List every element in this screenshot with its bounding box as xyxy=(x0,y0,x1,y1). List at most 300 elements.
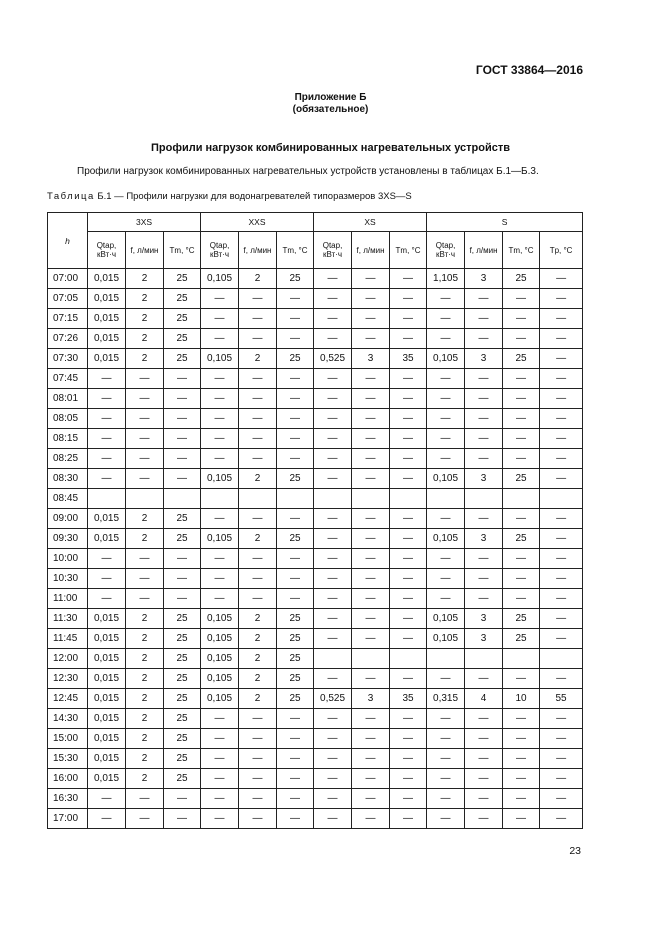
time-cell: 09:00 xyxy=(48,509,88,529)
value-cell: — xyxy=(427,669,465,689)
value-cell: 0,015 xyxy=(88,529,126,549)
value-cell: 2 xyxy=(239,629,277,649)
value-cell: — xyxy=(88,429,126,449)
value-cell: 25 xyxy=(164,669,201,689)
value-cell: — xyxy=(239,369,277,389)
value-cell: — xyxy=(352,409,390,429)
value-cell xyxy=(390,649,427,669)
value-cell: — xyxy=(427,329,465,349)
table-caption-text: Б.1 — Профили нагрузки для водонагревателей типоразмеров 3XS—S xyxy=(94,191,412,202)
value-cell: — xyxy=(201,289,239,309)
value-cell: — xyxy=(390,569,427,589)
value-cell: 25 xyxy=(503,269,540,289)
value-cell: — xyxy=(126,449,164,469)
value-cell: — xyxy=(239,449,277,469)
value-cell: — xyxy=(465,329,503,349)
value-cell: 25 xyxy=(503,609,540,629)
value-cell: — xyxy=(201,749,239,769)
time-cell: 08:01 xyxy=(48,389,88,409)
value-cell: 2 xyxy=(239,669,277,689)
value-cell: — xyxy=(164,469,201,489)
value-cell: — xyxy=(314,729,352,749)
value-cell: — xyxy=(239,569,277,589)
value-cell: — xyxy=(390,289,427,309)
value-cell: — xyxy=(540,329,583,349)
value-cell: — xyxy=(314,409,352,429)
value-cell: 2 xyxy=(126,649,164,669)
intro-paragraph: Профили нагрузок комбинированных нагревательных устройств установлены в таблицах Б.1—Б.3. xyxy=(77,166,539,177)
value-cell: — xyxy=(427,449,465,469)
value-cell: — xyxy=(277,289,314,309)
value-cell: — xyxy=(352,749,390,769)
value-cell: 0,015 xyxy=(88,669,126,689)
value-cell: 25 xyxy=(277,649,314,669)
value-cell: — xyxy=(88,569,126,589)
value-cell: 2 xyxy=(239,469,277,489)
group-header: XS xyxy=(314,213,427,232)
value-cell: — xyxy=(503,569,540,589)
value-cell: — xyxy=(540,709,583,729)
value-cell: — xyxy=(126,789,164,809)
value-cell: — xyxy=(465,449,503,469)
value-cell: — xyxy=(277,429,314,449)
value-cell: — xyxy=(88,389,126,409)
value-cell: 25 xyxy=(277,609,314,629)
value-cell: — xyxy=(390,509,427,529)
value-cell: 0,015 xyxy=(88,629,126,649)
value-cell: 25 xyxy=(503,349,540,369)
time-cell: 08:15 xyxy=(48,429,88,449)
value-cell: 35 xyxy=(390,689,427,709)
value-cell: — xyxy=(126,589,164,609)
value-cell: — xyxy=(201,509,239,529)
value-cell: — xyxy=(465,309,503,329)
load-profile-table xyxy=(47,212,583,829)
row-header-cell: h xyxy=(48,213,88,269)
value-cell: — xyxy=(314,749,352,769)
value-cell: 2 xyxy=(126,329,164,349)
value-cell: 2 xyxy=(239,269,277,289)
value-cell: — xyxy=(164,809,201,829)
value-cell: — xyxy=(503,789,540,809)
value-cell: — xyxy=(126,549,164,569)
value-cell: — xyxy=(390,729,427,749)
value-cell: 0,015 xyxy=(88,509,126,529)
value-cell: — xyxy=(88,789,126,809)
value-cell: 2 xyxy=(126,289,164,309)
value-cell: 0,105 xyxy=(201,609,239,629)
table-caption-label: Таблица xyxy=(47,191,95,202)
value-cell: — xyxy=(540,509,583,529)
value-cell: 25 xyxy=(164,689,201,709)
value-cell: — xyxy=(352,549,390,569)
value-cell: — xyxy=(201,569,239,589)
value-cell: 4 xyxy=(465,689,503,709)
value-cell: — xyxy=(352,629,390,649)
value-cell: 2 xyxy=(126,769,164,789)
value-cell: 10 xyxy=(503,689,540,709)
value-cell: — xyxy=(427,429,465,449)
value-cell: — xyxy=(390,409,427,429)
value-cell: 25 xyxy=(164,649,201,669)
value-cell: — xyxy=(239,389,277,409)
value-cell: 25 xyxy=(164,729,201,749)
value-cell: — xyxy=(540,569,583,589)
time-cell: 11:00 xyxy=(48,589,88,609)
value-cell: — xyxy=(390,609,427,629)
value-cell: — xyxy=(277,809,314,829)
value-cell: — xyxy=(427,389,465,409)
value-cell: 25 xyxy=(503,529,540,549)
value-cell: 25 xyxy=(164,329,201,349)
column-header: Tm, °C xyxy=(503,232,540,269)
value-cell xyxy=(503,489,540,509)
group-header: 3XS xyxy=(88,213,201,232)
value-cell: — xyxy=(88,809,126,829)
column-header: f, л/мин xyxy=(465,232,503,269)
value-cell: 2 xyxy=(126,709,164,729)
value-cell: — xyxy=(352,729,390,749)
value-cell: — xyxy=(390,549,427,569)
value-cell: — xyxy=(352,269,390,289)
value-cell xyxy=(465,649,503,669)
value-cell: — xyxy=(465,589,503,609)
value-cell: — xyxy=(390,449,427,469)
value-cell: 25 xyxy=(277,689,314,709)
value-cell: — xyxy=(427,309,465,329)
value-cell: — xyxy=(314,709,352,729)
value-cell: 3 xyxy=(465,629,503,649)
value-cell: 25 xyxy=(164,629,201,649)
value-cell: 0,015 xyxy=(88,349,126,369)
column-header: f, л/мин xyxy=(239,232,277,269)
value-cell: — xyxy=(277,389,314,409)
value-cell: — xyxy=(239,809,277,829)
time-cell: 10:30 xyxy=(48,569,88,589)
table-body xyxy=(48,269,583,829)
table-row xyxy=(48,469,583,489)
time-cell: 07:05 xyxy=(48,289,88,309)
value-cell: 0,105 xyxy=(427,609,465,629)
value-cell: — xyxy=(352,389,390,409)
value-cell: 0,015 xyxy=(88,309,126,329)
value-cell: 2 xyxy=(239,349,277,369)
value-cell: — xyxy=(164,389,201,409)
value-cell: — xyxy=(465,569,503,589)
value-cell: 2 xyxy=(126,529,164,549)
value-cell: — xyxy=(465,289,503,309)
value-cell: 0,105 xyxy=(427,349,465,369)
value-cell: — xyxy=(352,509,390,529)
value-cell: — xyxy=(314,509,352,529)
value-cell: — xyxy=(427,789,465,809)
value-cell: — xyxy=(390,669,427,689)
table-row xyxy=(48,329,583,349)
value-cell: — xyxy=(427,369,465,389)
time-cell: 16:30 xyxy=(48,789,88,809)
value-cell: — xyxy=(503,749,540,769)
table-row xyxy=(48,409,583,429)
value-cell: — xyxy=(314,769,352,789)
value-cell: — xyxy=(503,409,540,429)
value-cell: — xyxy=(352,429,390,449)
value-cell: — xyxy=(126,569,164,589)
value-cell: — xyxy=(465,709,503,729)
value-cell: — xyxy=(427,769,465,789)
value-cell: 3 xyxy=(465,469,503,489)
time-cell: 16:00 xyxy=(48,769,88,789)
time-cell: 07:30 xyxy=(48,349,88,369)
value-cell: — xyxy=(352,809,390,829)
value-cell: — xyxy=(126,369,164,389)
table-caption xyxy=(47,191,412,202)
value-cell: — xyxy=(277,309,314,329)
time-cell: 17:00 xyxy=(48,809,88,829)
table-row xyxy=(48,389,583,409)
value-cell xyxy=(427,649,465,669)
value-cell: — xyxy=(201,769,239,789)
value-cell: — xyxy=(277,509,314,529)
value-cell: — xyxy=(314,569,352,589)
value-cell: — xyxy=(164,449,201,469)
value-cell: — xyxy=(88,369,126,389)
value-cell: — xyxy=(465,749,503,769)
table-row xyxy=(48,369,583,389)
value-cell: 0,105 xyxy=(201,349,239,369)
value-cell: — xyxy=(540,349,583,369)
value-cell: — xyxy=(239,309,277,329)
value-cell: — xyxy=(427,729,465,749)
value-cell: — xyxy=(352,609,390,629)
time-cell: 08:25 xyxy=(48,449,88,469)
value-cell: 25 xyxy=(277,469,314,489)
value-cell: 0,315 xyxy=(427,689,465,709)
value-cell: — xyxy=(427,589,465,609)
value-cell: — xyxy=(239,749,277,769)
value-cell: 25 xyxy=(164,709,201,729)
value-cell: — xyxy=(465,509,503,529)
value-cell: — xyxy=(390,589,427,609)
value-cell: 0,015 xyxy=(88,769,126,789)
value-cell: — xyxy=(314,269,352,289)
value-cell: — xyxy=(503,329,540,349)
table-row xyxy=(48,649,583,669)
value-cell xyxy=(352,649,390,669)
annex-title: Приложение Б xyxy=(294,92,367,103)
value-cell: — xyxy=(503,729,540,749)
value-cell: 0,105 xyxy=(427,629,465,649)
value-cell: — xyxy=(314,429,352,449)
value-cell: — xyxy=(390,429,427,449)
value-cell: — xyxy=(126,389,164,409)
time-cell: 12:00 xyxy=(48,649,88,669)
value-cell: 25 xyxy=(277,529,314,549)
value-cell: — xyxy=(465,729,503,749)
value-cell: — xyxy=(503,389,540,409)
value-cell: — xyxy=(503,449,540,469)
time-cell: 07:26 xyxy=(48,329,88,349)
value-cell: — xyxy=(540,269,583,289)
value-cell xyxy=(239,489,277,509)
value-cell: — xyxy=(314,469,352,489)
value-cell: 0,105 xyxy=(427,469,465,489)
value-cell xyxy=(390,489,427,509)
value-cell: — xyxy=(314,449,352,469)
value-cell: — xyxy=(503,709,540,729)
value-cell: 2 xyxy=(126,269,164,289)
value-cell: 1,105 xyxy=(427,269,465,289)
value-cell: — xyxy=(465,809,503,829)
value-cell: 25 xyxy=(164,509,201,529)
time-cell: 07:15 xyxy=(48,309,88,329)
value-cell: 25 xyxy=(503,629,540,649)
value-cell: — xyxy=(201,429,239,449)
value-cell: — xyxy=(503,809,540,829)
annex-heading xyxy=(0,92,661,116)
value-cell: — xyxy=(164,369,201,389)
value-cell: — xyxy=(314,529,352,549)
value-cell: 35 xyxy=(390,349,427,369)
value-cell: 25 xyxy=(503,469,540,489)
value-cell: 0,105 xyxy=(201,269,239,289)
table-row xyxy=(48,309,583,329)
column-header: f, л/мин xyxy=(126,232,164,269)
value-cell: — xyxy=(503,769,540,789)
time-cell: 12:45 xyxy=(48,689,88,709)
value-cell: — xyxy=(201,549,239,569)
table-row xyxy=(48,349,583,369)
time-cell: 12:30 xyxy=(48,669,88,689)
value-cell: — xyxy=(164,409,201,429)
value-cell: — xyxy=(427,409,465,429)
value-cell: — xyxy=(390,369,427,389)
time-cell: 09:30 xyxy=(48,529,88,549)
time-cell: 11:30 xyxy=(48,609,88,629)
value-cell: — xyxy=(277,409,314,429)
value-cell: — xyxy=(352,569,390,589)
table-row xyxy=(48,749,583,769)
value-cell: — xyxy=(540,669,583,689)
value-cell: — xyxy=(164,589,201,609)
value-cell: 3 xyxy=(465,269,503,289)
value-cell: — xyxy=(277,569,314,589)
annex-status: (обязательное) xyxy=(292,104,369,115)
value-cell: 2 xyxy=(126,729,164,749)
value-cell: — xyxy=(126,429,164,449)
column-header: Qtap, кВт·ч xyxy=(427,232,465,269)
value-cell: — xyxy=(503,669,540,689)
value-cell: — xyxy=(503,429,540,449)
value-cell: — xyxy=(540,409,583,429)
value-cell: 2 xyxy=(239,529,277,549)
value-cell: — xyxy=(277,549,314,569)
value-cell: — xyxy=(540,609,583,629)
value-cell: 3 xyxy=(352,689,390,709)
table-row xyxy=(48,569,583,589)
value-cell: 0,015 xyxy=(88,689,126,709)
section-title: Профили нагрузок комбинированных нагревательных устройств xyxy=(150,142,511,154)
value-cell: 25 xyxy=(164,529,201,549)
value-cell: 2 xyxy=(239,649,277,669)
value-cell: — xyxy=(540,389,583,409)
value-cell: — xyxy=(352,329,390,349)
value-cell: — xyxy=(201,789,239,809)
value-cell: — xyxy=(277,789,314,809)
value-cell: — xyxy=(390,629,427,649)
value-cell: — xyxy=(352,789,390,809)
value-cell: — xyxy=(314,369,352,389)
value-cell: — xyxy=(126,409,164,429)
value-cell: — xyxy=(239,509,277,529)
value-cell: — xyxy=(126,809,164,829)
value-cell: — xyxy=(88,549,126,569)
value-cell: — xyxy=(314,289,352,309)
value-cell: — xyxy=(201,369,239,389)
table-row xyxy=(48,729,583,749)
value-cell: — xyxy=(239,549,277,569)
column-header: Qtap, кВт·ч xyxy=(201,232,239,269)
value-cell: — xyxy=(164,569,201,589)
value-cell: 2 xyxy=(126,749,164,769)
value-cell: — xyxy=(239,289,277,309)
value-cell: — xyxy=(427,549,465,569)
time-cell: 10:00 xyxy=(48,549,88,569)
value-cell: — xyxy=(390,769,427,789)
value-cell: — xyxy=(503,509,540,529)
value-cell: — xyxy=(465,389,503,409)
value-cell xyxy=(352,489,390,509)
value-cell: — xyxy=(277,369,314,389)
value-cell: 25 xyxy=(164,289,201,309)
value-cell xyxy=(164,489,201,509)
value-cell: — xyxy=(201,309,239,329)
table-row xyxy=(48,589,583,609)
value-cell: 2 xyxy=(126,309,164,329)
group-header: S xyxy=(427,213,583,232)
time-cell: 15:00 xyxy=(48,729,88,749)
value-cell: — xyxy=(390,749,427,769)
value-cell: — xyxy=(314,629,352,649)
column-header: Qtap, кВт·ч xyxy=(88,232,126,269)
page-number: 23 xyxy=(569,845,581,857)
value-cell: — xyxy=(352,289,390,309)
value-cell: — xyxy=(314,669,352,689)
value-cell: — xyxy=(239,709,277,729)
column-header: Tm, °C xyxy=(164,232,201,269)
value-cell: — xyxy=(314,609,352,629)
value-cell: 2 xyxy=(126,689,164,709)
value-cell: 0,015 xyxy=(88,649,126,669)
value-cell: — xyxy=(465,769,503,789)
table-row xyxy=(48,289,583,309)
value-cell: 2 xyxy=(126,629,164,649)
time-cell: 11:45 xyxy=(48,629,88,649)
value-cell: — xyxy=(540,589,583,609)
value-cell: — xyxy=(277,769,314,789)
value-cell: — xyxy=(201,449,239,469)
table-row xyxy=(48,769,583,789)
value-cell: — xyxy=(390,789,427,809)
value-cell: — xyxy=(352,469,390,489)
value-cell: 0,015 xyxy=(88,609,126,629)
value-cell: — xyxy=(540,369,583,389)
table-row xyxy=(48,529,583,549)
value-cell xyxy=(277,489,314,509)
table-row xyxy=(48,689,583,709)
value-cell: 3 xyxy=(465,609,503,629)
value-cell: 0,105 xyxy=(201,669,239,689)
value-cell: 2 xyxy=(126,609,164,629)
